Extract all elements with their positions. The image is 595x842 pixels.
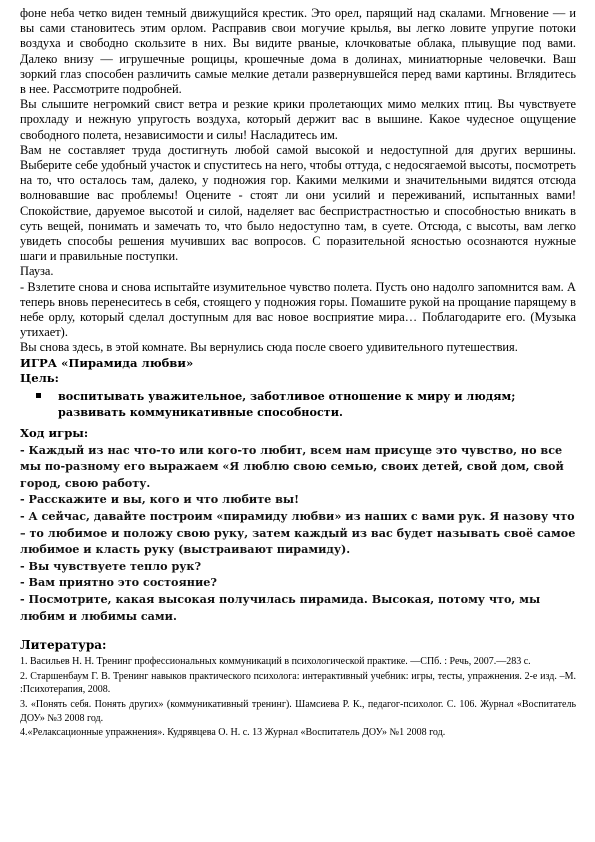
reference-item: 4.«Релаксационные упражнения». Кудрявцева О. Н. с. 13 Журнал «Воспитатель ДОУ» №1 2008 год. (20, 727, 446, 739)
game-step: - Вы чувствуете тепло рук? (20, 558, 202, 573)
goal-label: Цель: (20, 370, 59, 385)
game-step: - Каждый из нас что-то или кого-то любит, всем нам присуще это чувство, но все мы по-разному его выражаем «Я люблю свою семью, своих детей, свой дом, свой город, свою работу. (20, 442, 564, 490)
game-step: - А сейчас, давайте построим «пирамиду любви» из наших с вами рук. Я назову что – то любимое и положу свою руку, затем каждый из вас будет называть своё самое любимое и класть руку (выстраивают пирамиду). (20, 508, 576, 557)
reference-item: 3. «Понять себя. Понять других» (коммуникативный тренинг). Шамсиева Р. К., педагог-психолог. С. 106. Журнал «Воспитатель ДОУ» №3 2008 год. (20, 699, 576, 724)
literature-title: Литература: (20, 638, 107, 653)
goal-list (20, 388, 576, 420)
goal-item-text: воспитывать уважительное, заботливое отношение к миру и людям; развивать коммуникативные способности. (58, 389, 516, 420)
game-title: ИГРА «Пирамида любви» (20, 355, 194, 370)
reference-item: 1. Васильев Н. Н. Тренинг профессиональных коммуникаций в психологической практике. —СПб. : Речь, 2007.—283 с. (20, 656, 531, 668)
document-page (20, 6, 576, 741)
progress-label: Ход игры: (20, 426, 89, 441)
paragraph-return: Вы снова здесь, в этой комнате. Вы вернулись сюда после своего удивительного путешествия. (20, 340, 518, 355)
game-step: - Расскажите и вы, кого и что любите вы! (20, 492, 300, 507)
goal-item (58, 388, 576, 420)
paragraph-wind: Вы слышите негромкий свист ветра и резкие крики пролетающих мимо мелких птиц. Вы чувствуете прохладу и нежную упругость воздуха, который держит вас в вышине. Какое чудесное ощущение свободного полета, независимости и силы! Насладитесь им. (20, 97, 576, 142)
square-bullet-icon (36, 393, 41, 398)
reference-list (20, 655, 576, 740)
paragraph-eagle: фоне неба четко виден темный движущийся крестик. Это орел, парящий над скалами. Мгновение — и вы сами становитесь этим орлом. Расправив свои могучие крылья, вы легко ловите упругие потоки воздуха и свободно скользите в них. Вы видите рваные, клочковатые облака, плывущие под вами. Далеко внизу — игрушечные рощицы, крошечные дома в долинах, миниатюрные человечки. Ваш зоркий глаз способен различить самые мелкие детали развернувшейся перед вами картины. Вглядитесь в нее. Рассмотрите подробней. (20, 6, 576, 97)
paragraph-fly-again: - Взлетите снова и снова испытайте изумительное чувство полета. Пусть оно надолго запомнится вам. А теперь вновь перенеситесь в себя, стоящего у подножия горы. Помашите рукой на прощание парящему в небе орлу, который сделал доступным для вас новое восприятие мира… Поблагодарите его. (Музыка утихает). (20, 279, 576, 340)
game-step: - Вам приятно это состояние? (20, 575, 217, 590)
game-step: - Посмотрите, какая высокая получилась пирамида. Высокая, потому что, мы любим и любимы сами. (20, 591, 541, 623)
paragraph-pause: Пауза. (20, 264, 54, 279)
game-steps (20, 442, 576, 625)
reference-item: 2. Старшенбаум Г. В. Тренинг навыков практического психолога: интерактивный учебник: игры, тесты, упражнения. 2-е изд. –М. :Психотерапия, 2008. (20, 670, 576, 696)
paragraph-summit: Вам не составляет труда достигнуть любой самой высокой и недоступной для других вершины. Выберите себе удобный участок и спуститесь на него, чтобы оттуда, с недосягаемой высоты, посмотреть на то, что осталось там, далеко, у подножия гор. Какими мелкими и значительными видятся отсюда волновавшие вас проблемы! Оцените - стоят ли они усилий и переживаний, испытанных вами! Спокойствие, даруемое высотой и силой, наделяет вас беспристрастностью и способностью вникать в суть вещей, понимать и замечать то, что было недоступно там, в суете. Отсюда, с высоты, вам легко увидеть способы решения мучивших вас вопросов. С поразительной ясностью осознаются нужные шаги и правильные поступки. (20, 142, 576, 264)
